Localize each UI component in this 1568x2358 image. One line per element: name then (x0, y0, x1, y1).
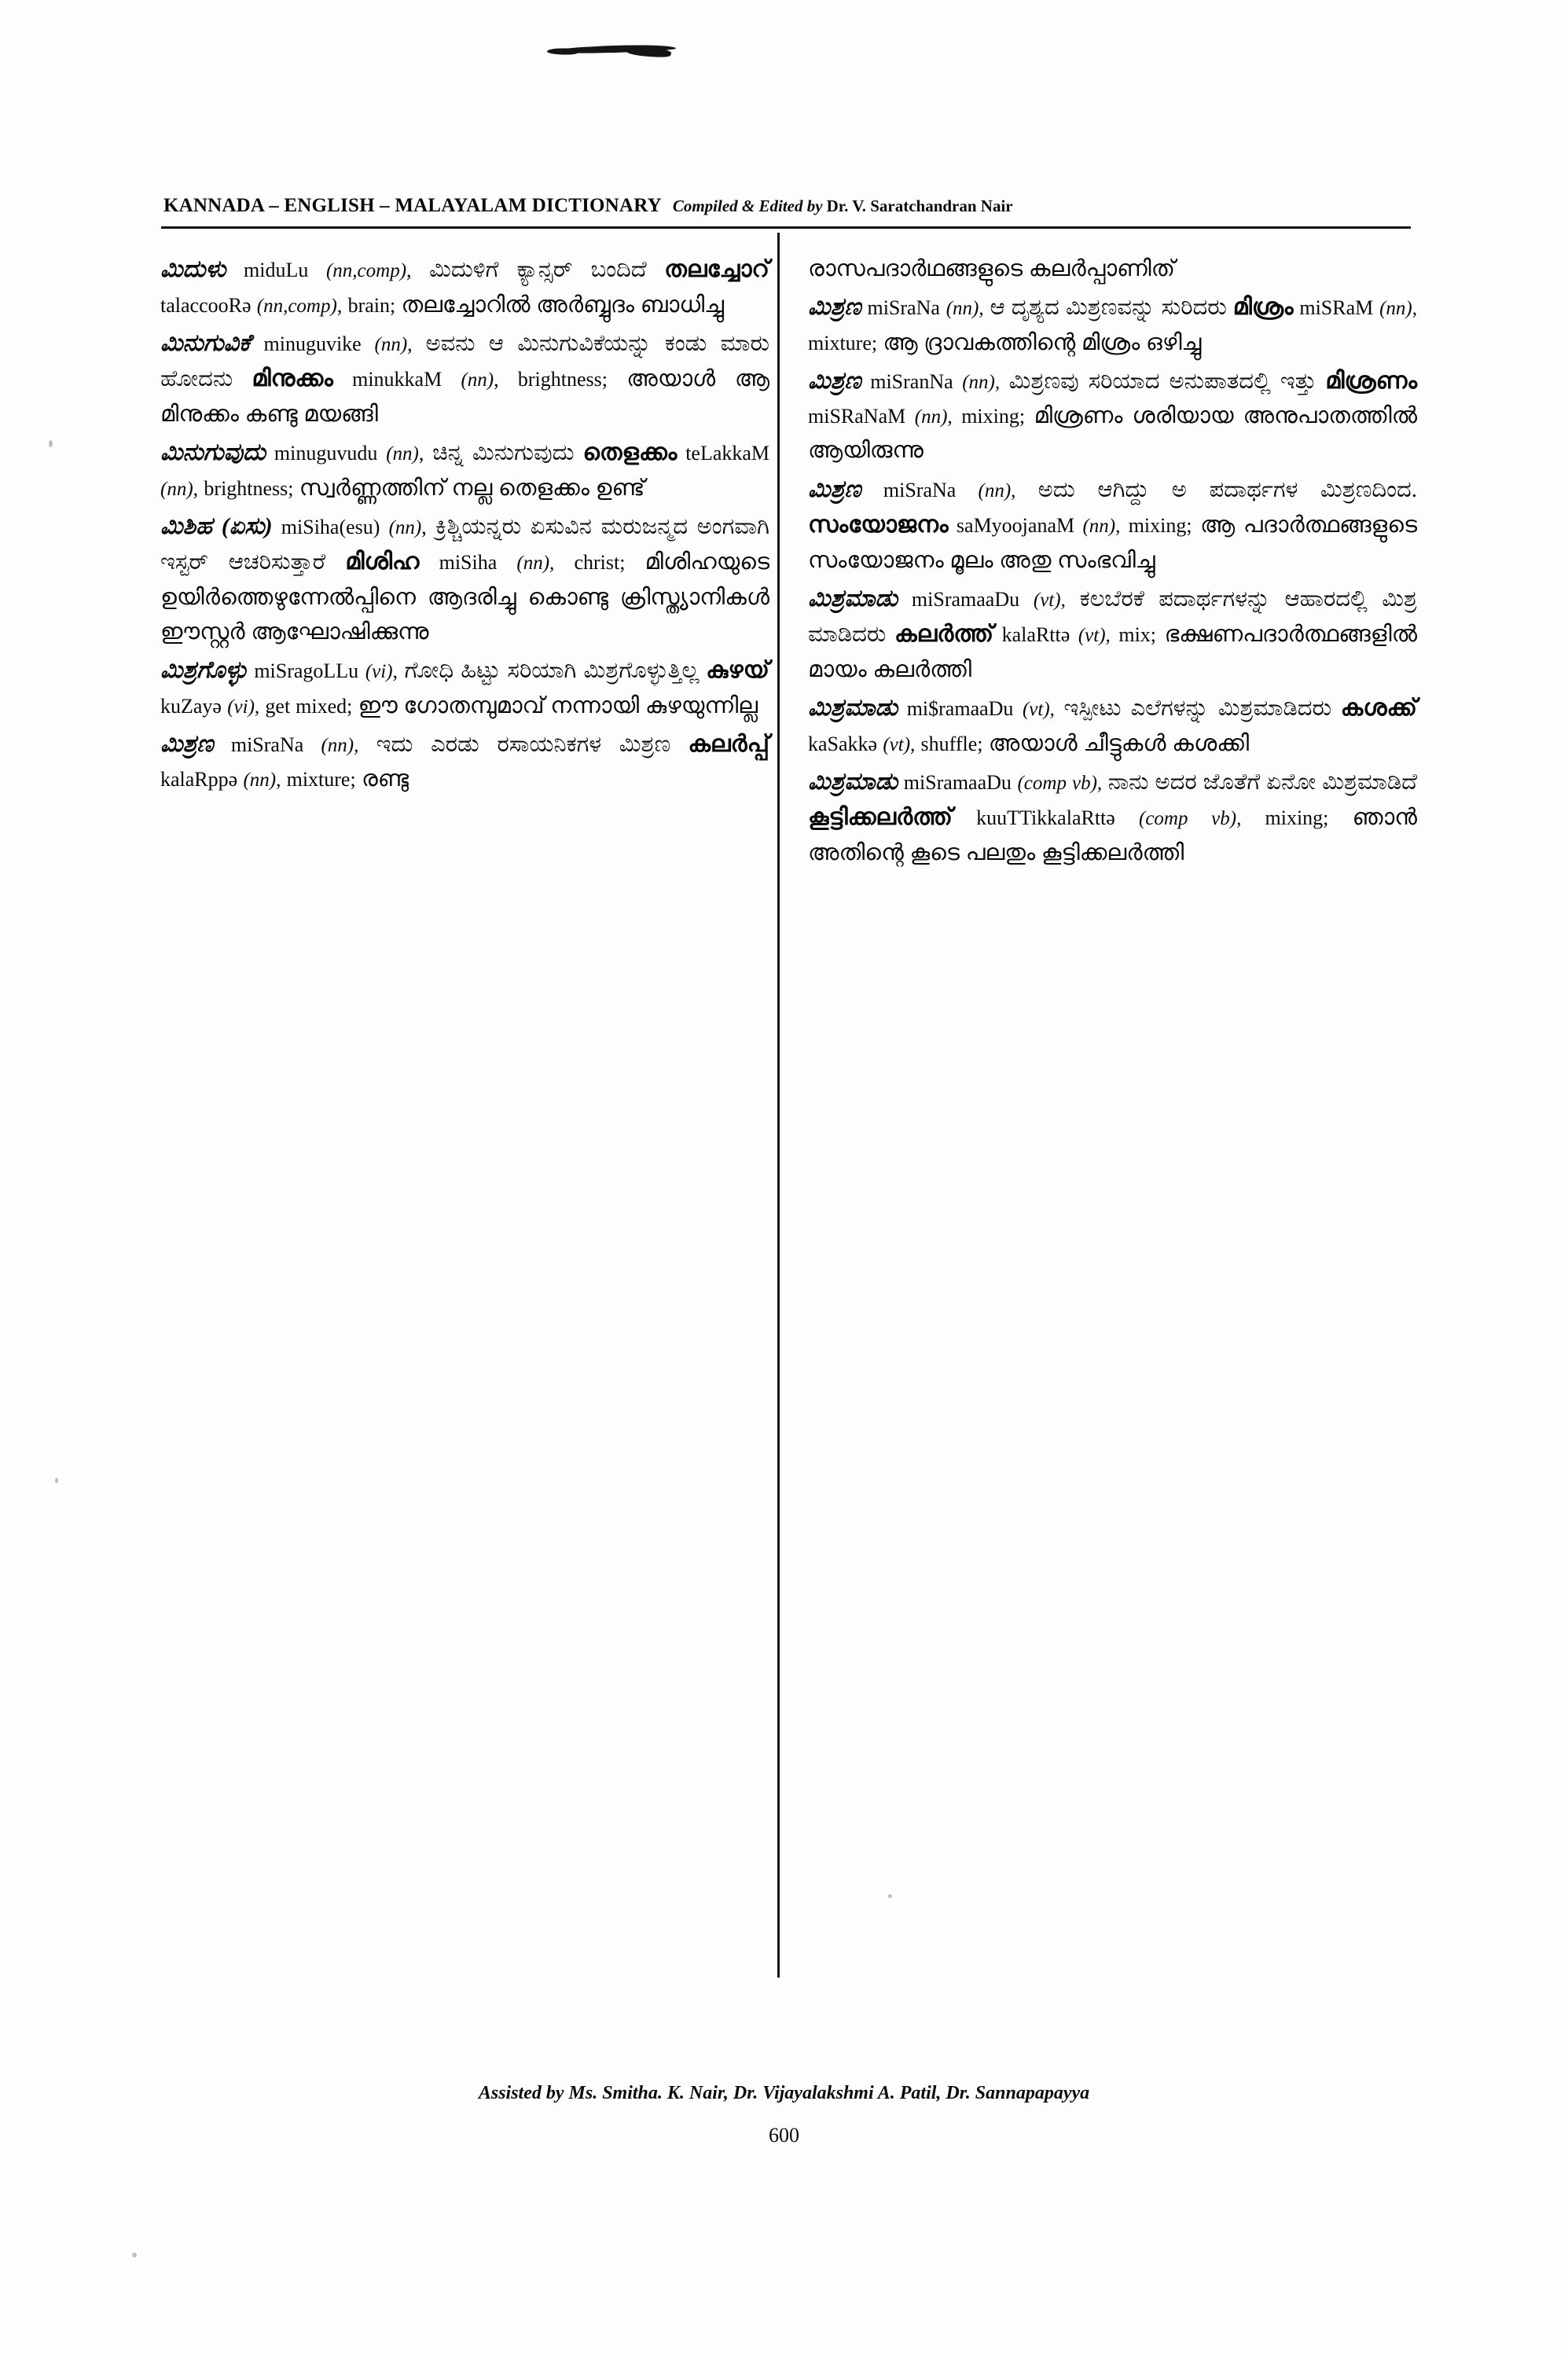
entry-headword-kannada: ಮಿಶ್ರಮಾಡು (808, 695, 898, 722)
entry-pos: (nn), (962, 371, 1001, 393)
dictionary-entry: ಮಿಶಿಹ (ಏಸು) miSiha(esu) (nn), ಕ್ರಿಶ್ಚಿಯನ್ನರು ಏಸುವಿನ ಮರುಜನ್ಮದ ಅಂಗವಾಗಿ ಇಸ್ಟರ್ ಆಚರಿಸುತ್ತಾರೆ മിശിഹ miSiha (nn), christ; മിശിഹയുടെ ഉയിർത്തെഴുന്നേൽപ്പിനെ ആദരിച്ചു കൊണ്ടു ക്രിസ്ത്യാനികൾ ഈസ്റ്റർ ആഘോഷിക്കുന്നു (160, 512, 770, 645)
entry-meaning-english: christ; (574, 551, 626, 575)
entry-meaning-english: brightness; (204, 476, 294, 500)
running-head-credit-label: Compiled & Edited by (672, 196, 823, 215)
entry-pos: (nn,comp) (325, 260, 407, 281)
right-column (808, 252, 1417, 870)
entry-headword-malayalam: കശക്ക് (1340, 695, 1418, 722)
entry-meaning-english: brain; (347, 293, 396, 317)
entry-transliteration: miSramaaDu (911, 587, 1020, 611)
running-head-title: KANNADA – ENGLISH – MALAYALAM DICTIONARY (163, 195, 662, 216)
entry-pos: (vt), (1033, 589, 1066, 611)
entry-headword-malayalam: കലർപ്പ് (688, 730, 770, 757)
entry-pos-malayalam: (vt), (883, 733, 916, 755)
entry-meaning-english: mixing; (1128, 514, 1192, 538)
entry-meaning-english: mixing; (1265, 806, 1329, 830)
entry-pos: (vt), (1022, 699, 1055, 721)
entry-pos-malayalam: (nn), (914, 406, 953, 428)
entry-transliteration-malayalam: kalaRttə (1001, 623, 1070, 647)
entry-pos-malayalam: (nn) (160, 478, 193, 500)
entry-headword-kannada: ಮಿಶ್ರಗೊಳ್ಳು (160, 656, 248, 683)
entry-example-kannada: ಮಿಶ್ರಣವು ಸರಿಯಾದ ಅನುಪಾತದಲ್ಲಿ ಇತ್ತು (1008, 368, 1316, 394)
entry-example-kannada: ಆ ದೃಶ್ಯದ ಮಿಶ್ರಣವನ್ನು ಸುರಿದರು (990, 295, 1227, 321)
header-rule (161, 226, 1411, 229)
entry-headword-kannada: ಮಿಶ್ರಮಾಡು (808, 585, 898, 612)
entry-meaning-english: mixture; (808, 331, 878, 354)
entry-pos-malayalam: (nn), (1082, 516, 1121, 538)
dictionary-entry (808, 581, 1417, 687)
entry-headword-malayalam: തെളക്കം (582, 439, 678, 465)
entry-pos-malayalam: (nn), (1379, 298, 1418, 320)
scan-smudge-artifact (550, 44, 676, 54)
dictionary-entry (808, 690, 1417, 761)
entry-headword-kannada: ಮಿಶ್ರಣ (160, 730, 214, 757)
entry-headword-malayalam: കൂട്ടിക്കലർത്ത് (808, 804, 953, 831)
entry-example-kannada: ಇದು ಎರಡು ರಸಾಯನಿಕಗಳ ಮಿಶ್ರಣ (376, 731, 671, 757)
entry-example-kannada: ನಾನು ಅದರ ಜೊತೆಗೆ ಏನೋ ಮಿಶ್ರಮಾಡಿದೆ (1107, 769, 1418, 795)
entry-transliteration-malayalam: kuuTTikkalaRttə (976, 806, 1115, 830)
entry-pos: (nn), (978, 479, 1016, 501)
entry-meaning-english: shuffle; (920, 732, 983, 755)
entry-headword-kannada: ಮಿಶ್ರಮಾಡು (808, 768, 898, 795)
entry-transliteration: miSragoLLu (254, 659, 359, 682)
entry-headword-kannada: ಮಿಶಿಹ (ಏಸು) (160, 512, 273, 539)
entry-continuation (808, 252, 1417, 286)
entry-headword-malayalam: സംയോജനം (808, 512, 949, 538)
entry-example-malayalam: അയാൾ ചീട്ടുകൾ കശക്കി (988, 730, 1250, 756)
entry-transliteration-malayalam: kalaRppə (160, 768, 238, 792)
entry-transliteration: miSraNa (230, 733, 304, 756)
entry-transliteration: miSramaaDu (903, 770, 1012, 794)
entry-transliteration-malayalam: talaccooRə (160, 293, 252, 317)
entry-example-malayalam: ആ പദാർത്ഥങ്ങളുടെ സംയോജനം മൂലം അതു സംഭവിച്ചു (808, 512, 1418, 573)
entry-pos: (nn) (374, 333, 408, 355)
entry-pos-malayalam: (vt), (1078, 625, 1111, 647)
entry-continuation-text: രാസപദാർഥങ്ങളുടെ കലർപ്പാണിത് (808, 256, 1175, 281)
entry-transliteration-malayalam: saMyoojanaM (956, 514, 1075, 538)
footer-assisted-by: Assisted by Ms. Smitha. K. Nair, Dr. Vijayalakshmi A. Patil, Dr. Sannapapayya (478, 2083, 1090, 2103)
entry-pos: (nn), (946, 298, 984, 320)
entry-headword-kannada: ಮಿಶ್ರಣ (808, 476, 861, 502)
entry-pos: (comp vb), (1017, 772, 1103, 794)
dictionary-entry: ಮಿನುಗುವುದು minuguvudu (nn), ಚಿನ್ನ ಮಿನುಗುವುದು തെളക്കം teLakkaM (nn), brightness; സ്വർണ്ണത്തിന് നല്ല തെളക്കം ഉണ്ട് (160, 439, 770, 501)
entry-transliteration: miSranNa (870, 369, 953, 393)
entry-meaning-english: mixture; (286, 768, 356, 792)
running-head (163, 195, 1413, 217)
entry-example-malayalam: അയാൾ ആ മിനുക്കം കണ്ടു മയങ്ങി (160, 366, 770, 427)
entry-meaning-english: mixing; (961, 405, 1026, 428)
entry-pos-malayalam: (comp vb), (1139, 808, 1242, 830)
dictionary-entry (808, 289, 1417, 360)
entry-example-kannada: ಇಸ್ಪೀಟು ಎಲೆಗಳನ್ನು ಮಿಶ್ರಮಾಡಿದರು (1063, 696, 1332, 722)
entry-transliteration-malayalam: kuZayə (160, 694, 222, 718)
scan-speckle (888, 1894, 892, 1898)
entry-meaning-english: brightness; (517, 368, 608, 391)
entry-headword-kannada: ಮಿನುಗುವುದು (160, 439, 266, 465)
entry-headword-malayalam: മിശ്രണം (1325, 367, 1418, 394)
dictionary-entry (808, 764, 1417, 870)
entry-transliteration: miSraNa (867, 296, 940, 320)
entry-pos-malayalam: (nn), (243, 769, 281, 792)
entry-pos: (nn), (321, 734, 359, 756)
entry-headword-malayalam: കുഴയ് (706, 656, 770, 683)
entry-headword-kannada: ಮಿನುಗುವಿಕೆ (160, 329, 251, 356)
entry-headword-kannada: ಮಿಶ್ರಣ (808, 367, 861, 394)
entry-meaning-english: mix; (1118, 623, 1157, 647)
entry-transliteration-malayalam: teLakkaM (685, 441, 770, 465)
entry-transliteration: minuguvike (263, 332, 362, 355)
scan-speckle (132, 2253, 137, 2257)
entry-transliteration-malayalam: miSRaM (1299, 296, 1374, 320)
entry-example-kannada: ಅದು ಆಗಿದ್ದು ಅ ಪದಾರ್ಥಗಳ ಮಿಶ್ರಣದಿಂದ. (1037, 476, 1417, 502)
entry-pos-malayalam: (vi), (227, 696, 260, 718)
entry-pos-malayalam: (nn), (516, 553, 555, 575)
dictionary-entry (160, 726, 769, 797)
entry-example-kannada: ಅವನು ಆ ಮಿನುಗುವಿಕೆಯನ್ನು ಕಂಡು ಮಾರು ಹೋದನು (160, 330, 770, 392)
entry-example-malayalam: ആ ദ്രാവകത്തിന്റെ മിശ്രം ഒഴിച്ചു (883, 329, 1202, 355)
entry-example-malayalam: സ്വർണ്ണത്തിന് നല്ല തെളക്കം ഉണ്ട് (299, 475, 645, 501)
entry-example-malayalam: മിശിഹയുടെ ഉയിർത്തെഴുന്നേൽപ്പിനെ ആദരിച്ചു കൊണ്ടു ക്രിസ്ത്യാനികൾ ഈസ്റ്റർ ആഘോഷിക്കുന്നു (160, 549, 770, 645)
dictionary-entry (808, 472, 1417, 578)
entry-transliteration-malayalam: miSiha (439, 551, 498, 575)
entry-transliteration-malayalam: kaSakkə (808, 732, 878, 755)
entry-pos: (nn) (386, 443, 419, 465)
entry-example-kannada: ಕ್ರಿಶ್ಚಿಯನ್ನರು ಏಸುವಿನ ಮರುಜನ್ಮದ ಅಂಗವಾಗಿ ಇಸ್ಟರ್ ಆಚರಿಸುತ್ತಾರೆ (160, 513, 770, 575)
entry-example-malayalam: രണ്ടു (361, 766, 409, 792)
entry-example-malayalam: മിശ്രണം ശരിയായ അനുപാതത്തിൽ ആയിരുന്നു (808, 403, 1418, 464)
column-divider (777, 233, 780, 1978)
entry-example-kannada: ಚಿನ್ನ ಮಿನುಗುವುದು (432, 439, 575, 465)
entry-transliteration-malayalam: minukkaM (352, 368, 442, 391)
entry-pos-malayalam: (nn) (461, 369, 494, 391)
entry-headword-kannada: ಮಿಶ್ರಣ (808, 294, 861, 321)
left-column (160, 252, 769, 796)
entry-example-malayalam: തലച്ചോറിൽ അർബ്ബുദം ബാധിച്ചു (401, 292, 725, 318)
entry-headword-malayalam: മിശ്രം (1232, 294, 1294, 321)
running-head-editor: Dr. V. Saratchandran Nair (826, 196, 1013, 215)
dictionary-entry: ಮಿದುಳು miduLu (nn,comp), ಮಿದುಳಿಗೆ ಕ್ಯಾನ್ಸರ್ ಬಂದಿದೆ തലച്ചോറ് talaccooRə (nn,comp), brain; തലച്ചോറിൽ അർബ്ബുദം ബാധിച്ചു (160, 256, 769, 318)
page-number: 600 (769, 2124, 799, 2147)
entry-example-kannada: ಮಿದುಳಿಗೆ ಕ್ಯಾನ್ಸರ್ ಬಂದಿದೆ (429, 257, 647, 282)
entry-headword-malayalam: തലച്ചോറ് (664, 256, 769, 282)
entry-meaning-english: get mixed; (265, 694, 353, 718)
entry-headword-malayalam: മിശിഹ (345, 549, 420, 575)
entry-example-kannada: ಕಲಬೆರಕೆ ಪದಾರ್ಥಗಳನ್ನು ಆಹಾರದಲ್ಲಿ ಮಿಶ್ರ ಮಾಡಿದರು (808, 586, 1418, 648)
entry-example-malayalam: ഭക്ഷണപദാർത്ഥങ്ങളിൽ മായം കലർത്തി (808, 622, 1418, 682)
dictionary-entry: ಮಿನುಗುವಿಕೆ minuguvike (nn), ಅವನು ಆ ಮಿನುಗುವಿಕೆಯನ್ನು ಕಂಡು ಮಾರು ಹೋದನು മിനുക്കം minukkaM (nn), brightness; അയാൾ ആ മിനുക്കം കണ്ടു മയങ്ങി (160, 329, 770, 427)
entry-example-kannada: ಗೋಧಿ ಹಿಟ್ಟು ಸರಿಯಾಗಿ ಮಿಶ್ರಗೊಳ್ಳುತ್ತಿಲ್ಲ (404, 657, 700, 683)
scan-speckle (49, 440, 53, 447)
entry-headword-kannada: ಮಿದುಳು (160, 256, 226, 282)
entry-headword-malayalam: മിനുക്കം (252, 365, 333, 392)
entry-transliteration: miSraNa (883, 478, 957, 501)
entry-transliteration: miduLu (244, 259, 309, 281)
entry-example-malayalam: ഞാൻ അതിന്റെ കൂടെ പലതും കൂട്ടിക്കലർത്തി (808, 805, 1417, 865)
entry-transliteration: mi$ramaaDu (906, 697, 1014, 721)
entry-headword-malayalam: കലർത്ത് (894, 621, 994, 648)
entry-pos-malayalam: (nn,comp) (256, 295, 337, 317)
dictionary-entry (808, 363, 1417, 468)
dictionary-entry: ಮಿಶ್ರಗೊಳ್ಳು miSragoLLu (vi), ಗೋಧಿ ಹಿಟ್ಟು ಸರಿಯಾಗಿ ಮಿಶ್ರಗೊಳ್ಳುತ್ತಿಲ್ಲ കുഴയ് kuZayə (vi), get mixed; ഈ ഗോതമ്പുമാവ് നന്നായി കുഴയുന്നില്ല (160, 656, 770, 718)
entry-transliteration: miSiha(esu) (281, 515, 380, 538)
entry-pos: (vi) (365, 660, 393, 682)
entry-pos: (nn) (388, 516, 422, 538)
entry-transliteration: minuguvudu (274, 441, 378, 465)
entry-example-malayalam: ഈ ഗോതമ്പുമാവ് നന്നായി കുഴയുന്നില്ല (358, 692, 758, 718)
scan-speckle (55, 1478, 58, 1483)
entry-transliteration-malayalam: miSRaNaM (808, 405, 906, 428)
